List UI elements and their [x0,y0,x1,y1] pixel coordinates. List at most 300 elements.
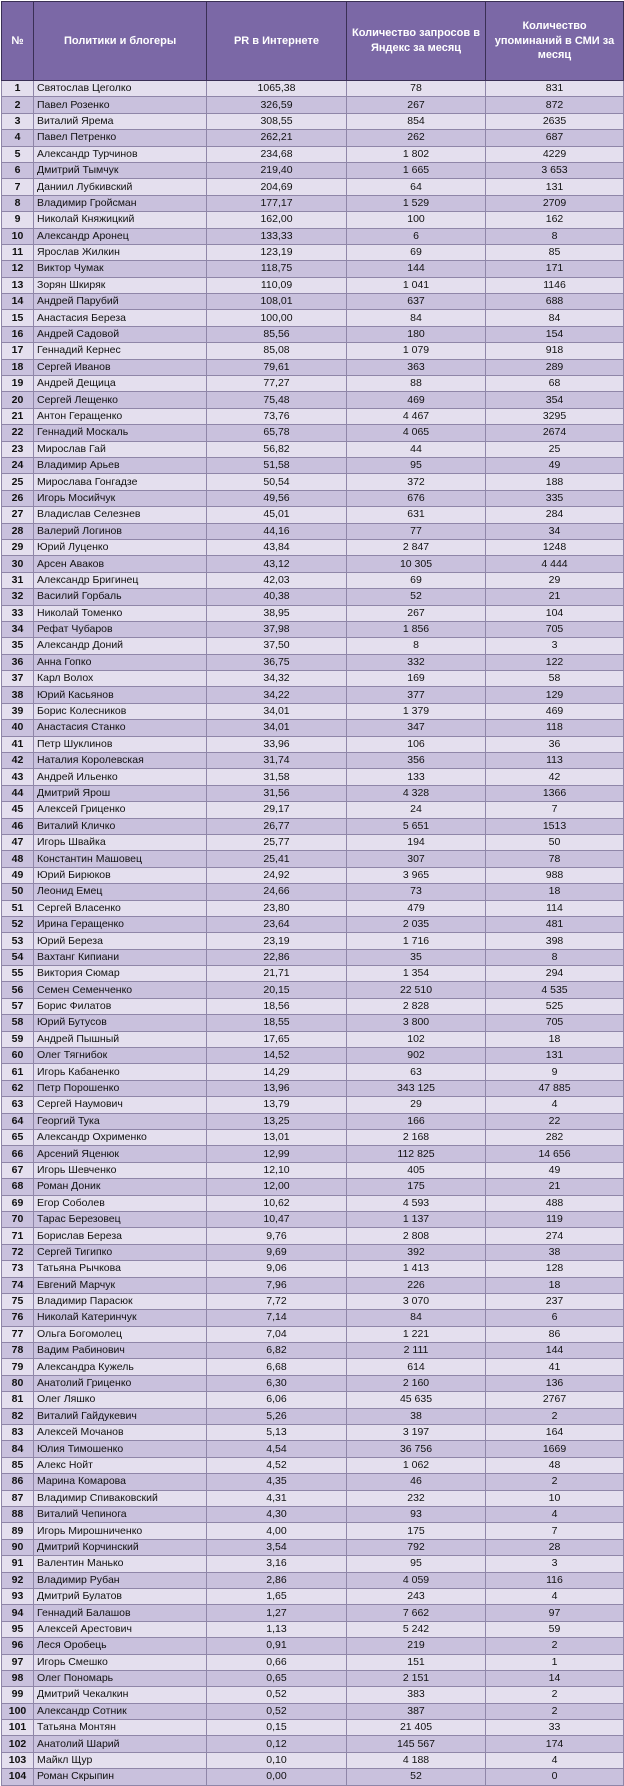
media-mentions: 4 535 [486,982,624,998]
media-mentions: 988 [486,867,624,883]
politician-name: Константин Машовец [34,851,207,867]
row-number: 71 [2,1228,34,1244]
table-row [2,277,624,293]
yandex-queries: 175 [347,1523,486,1539]
media-mentions: 36 [486,736,624,752]
pr-value: 4,31 [207,1490,347,1506]
row-number: 4 [2,130,34,146]
pr-value: 25,77 [207,834,347,850]
table-row [2,1080,624,1096]
media-mentions: 7 [486,1523,624,1539]
pr-value: 7,96 [207,1277,347,1293]
politician-name: Сергей Тигипко [34,1244,207,1260]
politician-name: Анна Гопко [34,654,207,670]
table-row [2,261,624,277]
yandex-queries: 262 [347,130,486,146]
politician-name: Павел Розенко [34,97,207,113]
pr-value: 14,29 [207,1064,347,1080]
pr-value: 23,64 [207,916,347,932]
pr-value: 4,54 [207,1441,347,1457]
politician-name: Андрей Садовой [34,326,207,342]
row-number: 9 [2,212,34,228]
politician-name: Николай Катеринчук [34,1310,207,1326]
media-mentions: 488 [486,1195,624,1211]
table-row [2,1113,624,1129]
media-mentions: 687 [486,130,624,146]
row-number: 98 [2,1670,34,1686]
row-number: 73 [2,1261,34,1277]
row-number: 56 [2,982,34,998]
politician-name: Евгений Марчук [34,1277,207,1293]
politician-name: Арсений Яценюк [34,1146,207,1162]
media-mentions: 114 [486,900,624,916]
pr-value: 23,80 [207,900,347,916]
yandex-queries: 3 965 [347,867,486,883]
table-row [2,1293,624,1309]
media-mentions: 38 [486,1244,624,1260]
yandex-queries: 7 662 [347,1605,486,1621]
media-mentions: 29 [486,572,624,588]
media-mentions: 97 [486,1605,624,1621]
politician-name: Борис Филатов [34,998,207,1014]
row-number: 67 [2,1162,34,1178]
table-row [2,982,624,998]
pr-value: 22,86 [207,949,347,965]
pr-value: 0,52 [207,1687,347,1703]
table-row [2,818,624,834]
table-row [2,507,624,523]
yandex-queries: 1 802 [347,146,486,162]
politician-name: Петр Шуклинов [34,736,207,752]
pr-value: 0,65 [207,1670,347,1686]
yandex-queries: 332 [347,654,486,670]
pr-value: 23,19 [207,933,347,949]
table-row [2,1310,624,1326]
media-mentions: 2674 [486,425,624,441]
row-number: 45 [2,802,34,818]
politician-name: Марина Комарова [34,1474,207,1490]
pr-value: 18,55 [207,1015,347,1031]
politician-name: Юрий Бирюков [34,867,207,883]
politician-name: Владимир Гройсман [34,195,207,211]
politician-name: Роман Доник [34,1179,207,1195]
table-row [2,1490,624,1506]
politician-name: Игорь Кабаненко [34,1064,207,1080]
table-row [2,966,624,982]
pr-value: 43,12 [207,556,347,572]
table-row [2,753,624,769]
media-mentions: 284 [486,507,624,523]
table-row [2,359,624,375]
yandex-queries: 1 856 [347,621,486,637]
media-mentions: 3 [486,638,624,654]
pr-value: 36,75 [207,654,347,670]
row-number: 99 [2,1687,34,1703]
table-row [2,638,624,654]
pr-value: 5,13 [207,1425,347,1441]
media-mentions: 128 [486,1261,624,1277]
table-row [2,376,624,392]
politician-name: Сергей Наумович [34,1097,207,1113]
media-mentions: 86 [486,1326,624,1342]
table-row [2,949,624,965]
pr-value: 26,77 [207,818,347,834]
table-row [2,1687,624,1703]
yandex-queries: 1 221 [347,1326,486,1342]
pr-value: 234,68 [207,146,347,162]
politician-name: Владислав Селезнев [34,507,207,523]
politician-name: Игорь Шевченко [34,1162,207,1178]
row-number: 47 [2,834,34,850]
politician-name: Виталий Ярема [34,113,207,129]
yandex-queries: 35 [347,949,486,965]
row-number: 58 [2,1015,34,1031]
pr-value: 31,74 [207,753,347,769]
media-mentions: 2 [486,1474,624,1490]
pr-value: 7,14 [207,1310,347,1326]
table-row [2,589,624,605]
table-row [2,1752,624,1768]
row-number: 13 [2,277,34,293]
yandex-queries: 614 [347,1359,486,1375]
row-number: 54 [2,949,34,965]
row-number: 75 [2,1293,34,1309]
politician-name: Святослав Цеголко [34,81,207,97]
pr-value: 40,38 [207,589,347,605]
pr-value: 1,13 [207,1621,347,1637]
table-row [2,720,624,736]
yandex-queries: 24 [347,802,486,818]
media-mentions: 2635 [486,113,624,129]
row-number: 31 [2,572,34,588]
yandex-queries: 29 [347,1097,486,1113]
header-row [2,2,624,81]
politician-name: Николай Томенко [34,605,207,621]
media-mentions: 3 [486,1556,624,1572]
yandex-queries: 267 [347,605,486,621]
row-number: 23 [2,441,34,457]
row-number: 86 [2,1474,34,1490]
row-number: 89 [2,1523,34,1539]
yandex-queries: 4 188 [347,1752,486,1768]
table-row [2,244,624,260]
yandex-queries: 3 197 [347,1425,486,1441]
media-mentions: 2 [486,1638,624,1654]
politician-name: Анатолий Гриценко [34,1375,207,1391]
row-number: 72 [2,1244,34,1260]
media-mentions: 84 [486,310,624,326]
politician-name: Юрий Касьянов [34,687,207,703]
pr-value: 24,92 [207,867,347,883]
media-mentions: 28 [486,1539,624,1555]
pr-value: 13,79 [207,1097,347,1113]
politician-name: Мирослава Гонгадзе [34,474,207,490]
table-row [2,1474,624,1490]
row-number: 68 [2,1179,34,1195]
media-mentions: 4 [486,1752,624,1768]
pr-value: 0,91 [207,1638,347,1654]
yandex-queries: 243 [347,1588,486,1604]
politician-name: Анатолий Шарий [34,1736,207,1752]
table-row [2,867,624,883]
politician-name: Олег Пономарь [34,1670,207,1686]
yandex-queries: 69 [347,244,486,260]
pr-value: 219,40 [207,162,347,178]
table-row [2,392,624,408]
table-row [2,162,624,178]
media-mentions: 104 [486,605,624,621]
row-number: 51 [2,900,34,916]
row-number: 3 [2,113,34,129]
politician-name: Николай Княжицкий [34,212,207,228]
header-name: Политики и блогеры [34,2,207,81]
media-mentions: 122 [486,654,624,670]
media-mentions: 274 [486,1228,624,1244]
yandex-queries: 38 [347,1408,486,1424]
politician-name: Валентин Манько [34,1556,207,1572]
politician-name: Дмитрий Ярош [34,785,207,801]
media-mentions: 872 [486,97,624,113]
yandex-queries: 100 [347,212,486,228]
table-row [2,621,624,637]
table-row [2,1425,624,1441]
pr-value: 51,58 [207,457,347,473]
yandex-queries: 95 [347,457,486,473]
pr-value: 42,03 [207,572,347,588]
media-mentions: 9 [486,1064,624,1080]
row-number: 76 [2,1310,34,1326]
pr-value: 1065,38 [207,81,347,97]
row-number: 15 [2,310,34,326]
politician-name: Виктория Сюмар [34,966,207,982]
pr-value: 4,00 [207,1523,347,1539]
yandex-queries: 372 [347,474,486,490]
row-number: 78 [2,1343,34,1359]
media-mentions: 8 [486,949,624,965]
media-mentions: 188 [486,474,624,490]
media-mentions: 1248 [486,539,624,555]
media-mentions: 7 [486,802,624,818]
media-mentions: 4 444 [486,556,624,572]
yandex-queries: 52 [347,1769,486,1785]
pr-value: 13,96 [207,1080,347,1096]
pr-value: 38,95 [207,605,347,621]
row-number: 32 [2,589,34,605]
politician-name: Дмитрий Тымчук [34,162,207,178]
media-mentions: 294 [486,966,624,982]
row-number: 42 [2,753,34,769]
media-mentions: 49 [486,457,624,473]
table-row [2,425,624,441]
row-number: 10 [2,228,34,244]
politician-name: Александр Доний [34,638,207,654]
media-mentions: 129 [486,687,624,703]
yandex-queries: 479 [347,900,486,916]
yandex-queries: 226 [347,1277,486,1293]
table-row [2,671,624,687]
table-row [2,998,624,1014]
row-number: 1 [2,81,34,97]
politician-name: Егор Соболев [34,1195,207,1211]
row-number: 57 [2,998,34,1014]
politician-name: Андрей Дещица [34,376,207,392]
row-number: 103 [2,1752,34,1768]
media-mentions: 18 [486,884,624,900]
yandex-queries: 2 035 [347,916,486,932]
row-number: 38 [2,687,34,703]
pr-value: 9,06 [207,1261,347,1277]
politician-name: Борис Колесников [34,703,207,719]
row-number: 91 [2,1556,34,1572]
yandex-queries: 69 [347,572,486,588]
table-row [2,1654,624,1670]
row-number: 104 [2,1769,34,1785]
row-number: 17 [2,343,34,359]
table-row [2,490,624,506]
yandex-queries: 387 [347,1703,486,1719]
row-number: 40 [2,720,34,736]
media-mentions: 0 [486,1769,624,1785]
politician-name: Игорь Мосийчук [34,490,207,506]
header-number: № [2,2,34,81]
politician-name: Юрий Луценко [34,539,207,555]
pr-value: 0,52 [207,1703,347,1719]
media-mentions: 50 [486,834,624,850]
media-mentions: 469 [486,703,624,719]
yandex-queries: 1 665 [347,162,486,178]
row-number: 30 [2,556,34,572]
row-number: 37 [2,671,34,687]
media-mentions: 398 [486,933,624,949]
media-mentions: 1366 [486,785,624,801]
table-row [2,408,624,424]
table-row [2,113,624,129]
pr-value: 37,98 [207,621,347,637]
politician-name: Владимир Рубан [34,1572,207,1588]
pr-value: 18,56 [207,998,347,1014]
pr-value: 44,16 [207,523,347,539]
media-mentions: 6 [486,1310,624,1326]
pr-value: 43,84 [207,539,347,555]
row-number: 63 [2,1097,34,1113]
politician-name: Андрей Ильенко [34,769,207,785]
yandex-queries: 112 825 [347,1146,486,1162]
table-row [2,1031,624,1047]
table-row [2,1392,624,1408]
table-row [2,294,624,310]
table-row [2,81,624,97]
row-number: 44 [2,785,34,801]
table-row [2,1162,624,1178]
media-mentions: 113 [486,753,624,769]
table-row [2,1588,624,1604]
table-row [2,539,624,555]
pr-value: 2,86 [207,1572,347,1588]
table-row [2,212,624,228]
media-mentions: 14 [486,1670,624,1686]
row-number: 80 [2,1375,34,1391]
politician-name: Андрей Пышный [34,1031,207,1047]
yandex-queries: 1 062 [347,1457,486,1473]
pr-value: 21,71 [207,966,347,982]
yandex-queries: 5 651 [347,818,486,834]
pr-value: 13,01 [207,1130,347,1146]
table-row [2,1556,624,1572]
yandex-queries: 144 [347,261,486,277]
politician-name: Леонид Емец [34,884,207,900]
politician-name: Рефат Чубаров [34,621,207,637]
politician-name: Алексей Арестович [34,1621,207,1637]
media-mentions: 2 [486,1408,624,1424]
table-row [2,1539,624,1555]
yandex-queries: 2 828 [347,998,486,1014]
politician-name: Георгий Тука [34,1113,207,1129]
table-row [2,326,624,342]
table-row [2,687,624,703]
yandex-queries: 637 [347,294,486,310]
politician-name: Алексей Гриценко [34,802,207,818]
table-row [2,1506,624,1522]
row-number: 41 [2,736,34,752]
media-mentions: 2767 [486,1392,624,1408]
yandex-queries: 1 379 [347,703,486,719]
table-row [2,1572,624,1588]
politician-name: Дмитрий Корчинский [34,1539,207,1555]
yandex-queries: 169 [347,671,486,687]
yandex-queries: 3 800 [347,1015,486,1031]
politician-name: Александра Кужель [34,1359,207,1375]
politician-name: Виталий Чепинога [34,1506,207,1522]
row-number: 28 [2,523,34,539]
pr-value: 12,10 [207,1162,347,1178]
media-mentions: 2709 [486,195,624,211]
table-row [2,1277,624,1293]
yandex-queries: 405 [347,1162,486,1178]
row-number: 74 [2,1277,34,1293]
politician-name: Александр Сотник [34,1703,207,1719]
pr-value: 73,76 [207,408,347,424]
row-number: 24 [2,457,34,473]
pr-value: 6,82 [207,1343,347,1359]
pr-value: 4,30 [207,1506,347,1522]
table-body [2,81,624,1786]
yandex-queries: 1 413 [347,1261,486,1277]
yandex-queries: 2 160 [347,1375,486,1391]
yandex-queries: 1 137 [347,1211,486,1227]
media-mentions: 481 [486,916,624,932]
pr-value: 75,48 [207,392,347,408]
media-mentions: 116 [486,1572,624,1588]
politician-name: Виталий Кличко [34,818,207,834]
header-media-mentions: Количество упоминаний в СМИ за месяц [486,2,624,81]
row-number: 50 [2,884,34,900]
yandex-queries: 21 405 [347,1720,486,1736]
politician-name: Павел Петренко [34,130,207,146]
media-mentions: 705 [486,621,624,637]
header-pr: PR в Интернете [207,2,347,81]
politician-name: Борислав Береза [34,1228,207,1244]
media-mentions: 174 [486,1736,624,1752]
row-number: 36 [2,654,34,670]
yandex-queries: 4 328 [347,785,486,801]
row-number: 53 [2,933,34,949]
media-mentions: 831 [486,81,624,97]
politician-name: Александр Аронец [34,228,207,244]
politician-name: Вахтанг Кипиани [34,949,207,965]
row-number: 25 [2,474,34,490]
table-row [2,1211,624,1227]
row-number: 29 [2,539,34,555]
